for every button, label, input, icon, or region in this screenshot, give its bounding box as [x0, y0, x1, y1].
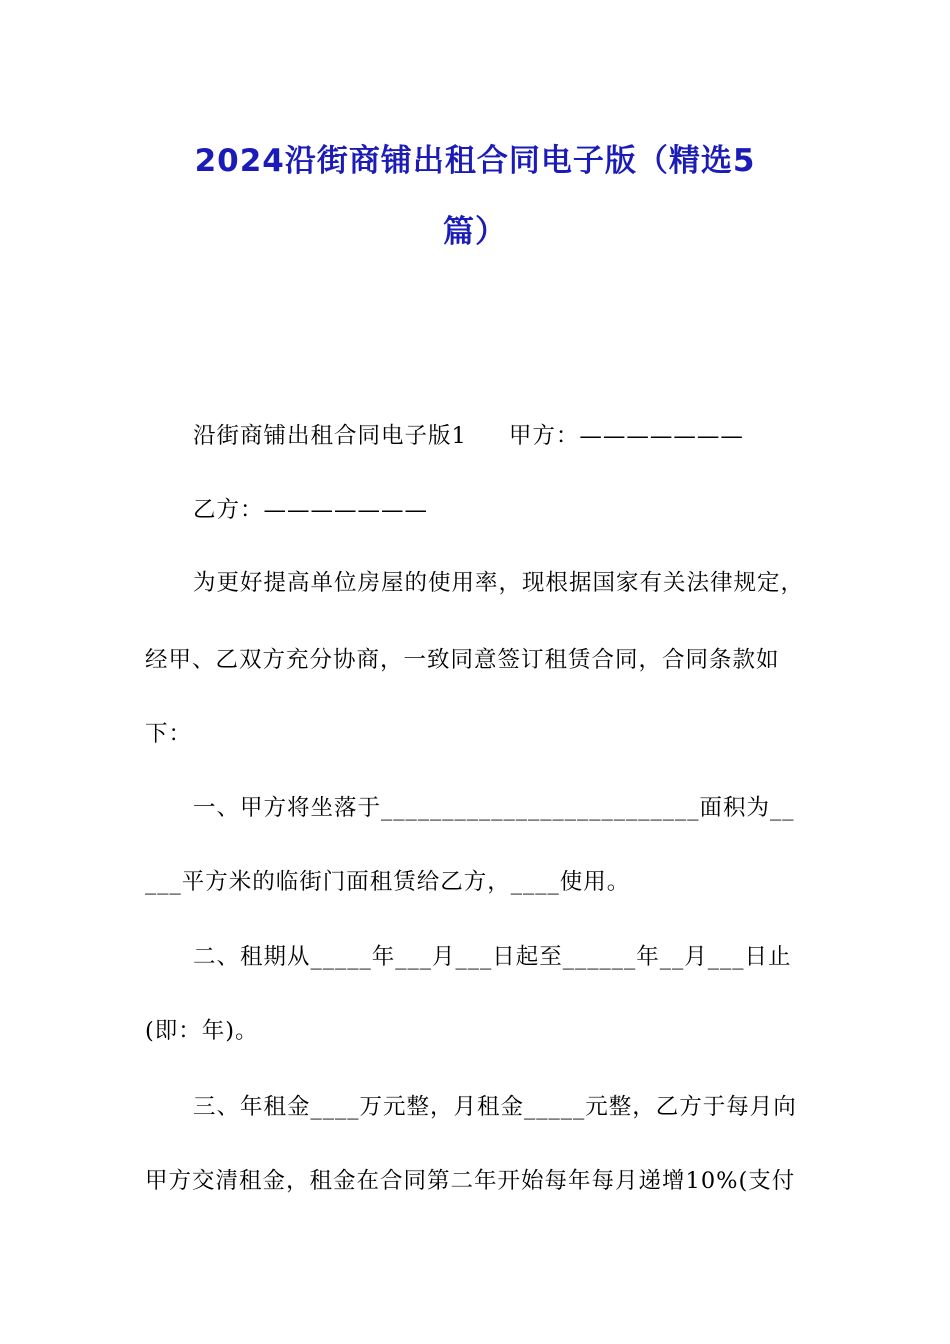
intro-line-3: 下： [145, 721, 193, 747]
clause-2-line-2: (即：年)。 [145, 1018, 259, 1044]
party-a-line: 甲方：——————— [508, 423, 744, 449]
intro-line-2: 经甲、乙双方充分协商，一致同意签订租赁合同，合同条款如 [145, 647, 780, 673]
document-title-line-2: 篇） [443, 214, 507, 250]
clause-1-line-1: 一、甲方将坐落于__________________________面积为__ [193, 795, 795, 821]
document-title-line-1: 2024沿街商铺出租合同电子版（精选5 [194, 143, 756, 179]
contract-heading-line [193, 421, 744, 451]
clause-2-line-1: 二、租期从_____年___月___日起至______年__月___日止 [193, 944, 792, 970]
party-b-line: 乙方：——————— [193, 497, 429, 523]
clause-3-line-1: 三、年租金____万元整，月租金_____元整，乙方于每月向 [193, 1094, 797, 1120]
intro-line-1: 为更好提高单位房屋的使用率，现根据国家有关法律规定， [193, 570, 805, 596]
clause-3-line-2: 甲方交清租金，租金在合同第二年开始每年每月递增10%(支付 [145, 1168, 796, 1194]
contract-heading: 沿街商铺出租合同电子版1 [193, 423, 467, 449]
clause-1-line-2: ___平方米的临街门面租赁给乙方，____使用。 [145, 869, 631, 895]
